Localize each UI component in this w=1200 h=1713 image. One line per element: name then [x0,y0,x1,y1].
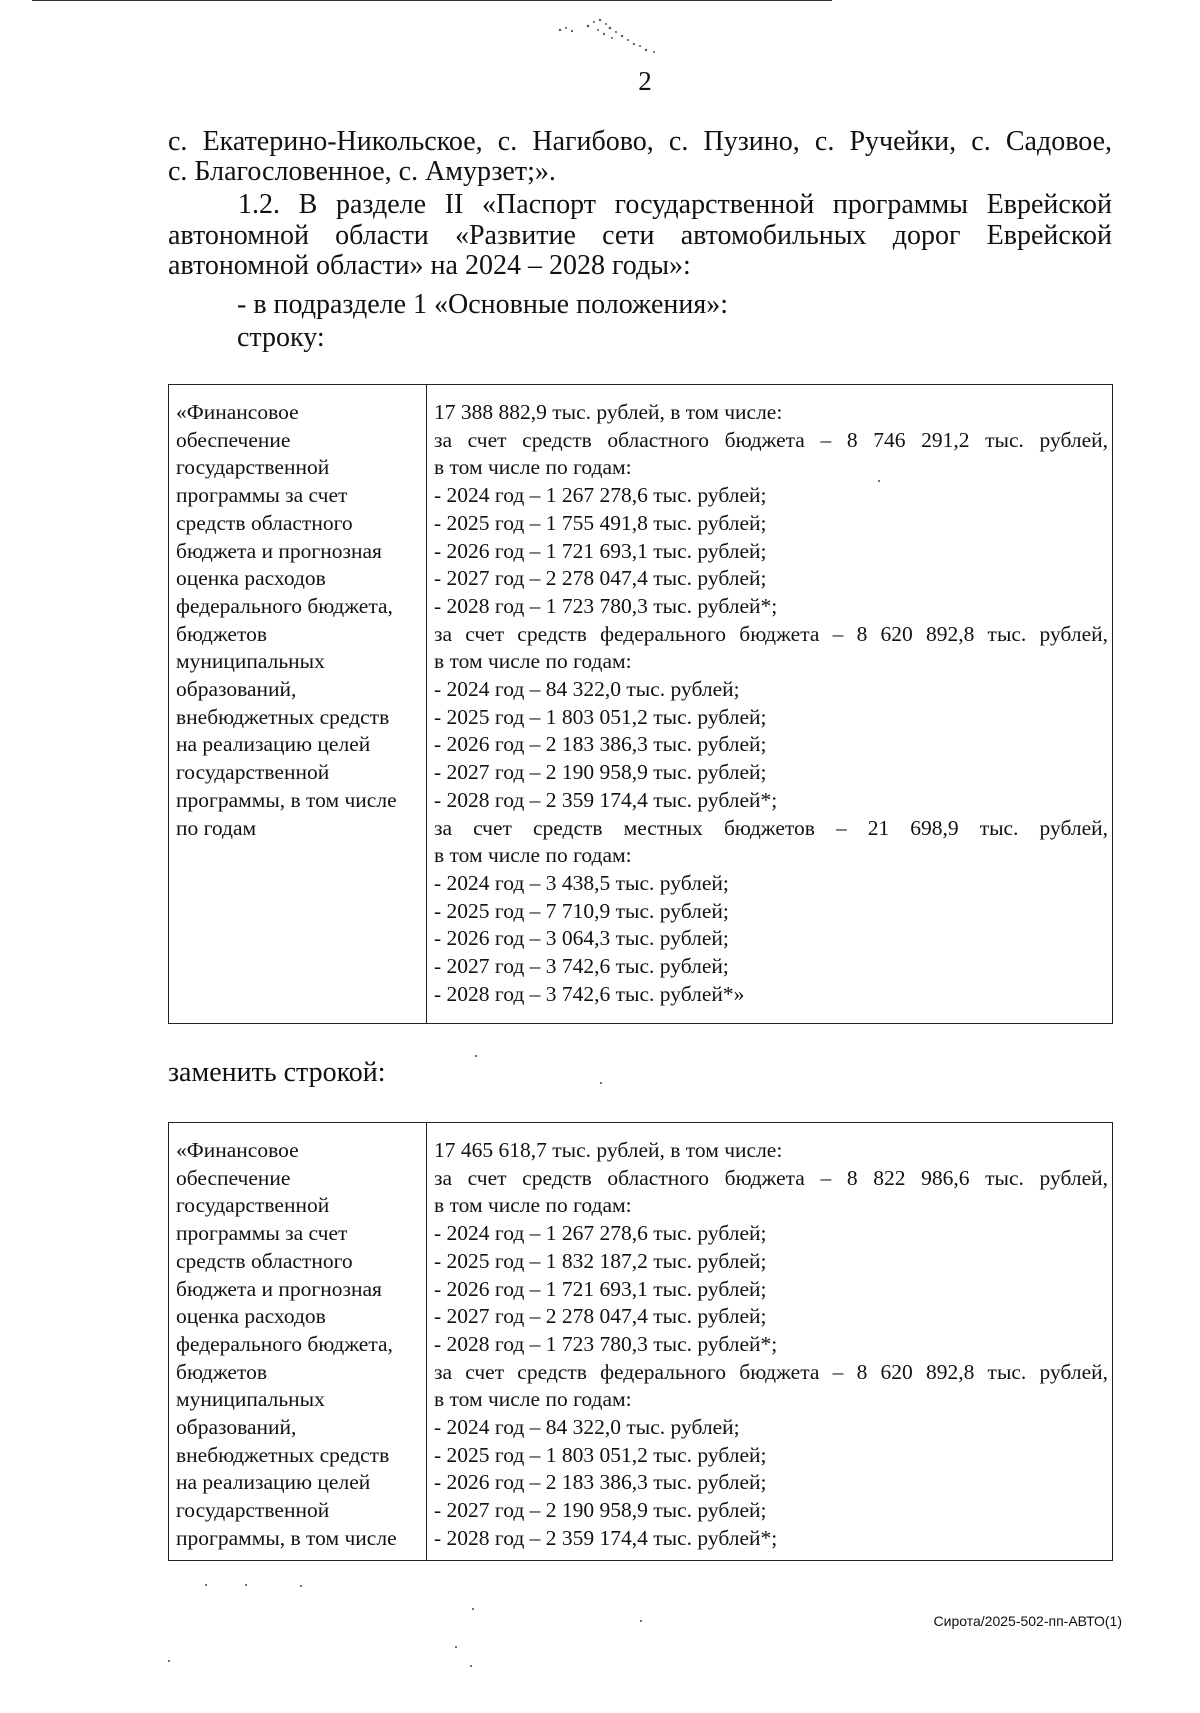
cell-line: - 2025 год – 1 803 051,2 тыс. рублей; [434,1442,767,1467]
cell-line: - 2024 год – 1 267 278,6 тыс. рублей; [434,483,767,508]
cell-line: - 2027 год – 2 190 958,9 тыс. рублей; [434,1498,767,1523]
cell-line: муниципальных [176,1387,325,1412]
cell-line: обеспечение [176,1165,291,1190]
cell-line: - 2025 год – 7 710,9 тыс. рублей; [434,898,729,923]
table-new-label-cell [169,1123,427,1560]
cell-line: за счет средств федерального бюджета – 8 620 892,8 тыс. рублей, [434,1359,1108,1384]
scan-speck [300,1585,302,1587]
top-border-line [32,0,832,1]
financing-table-new [168,1122,1113,1561]
cell-line: - 2024 год – 3 438,5 тыс. рублей; [434,870,729,895]
financing-table-old [168,384,1113,1024]
scan-speck [245,1584,247,1586]
cell-line: на реализацию целей [176,732,371,757]
cell-line: в том числе по годам: [434,1387,632,1412]
cell-line: «Финансовое [176,1138,299,1162]
cell-line: оценка расходов [176,566,326,591]
cell-line: - 2025 год – 1 803 051,2 тыс. рублей; [434,704,767,729]
cell-line: - 2024 год – 84 322,0 тыс. рублей; [434,677,740,702]
subsection-line: - в подразделе 1 «Основные положения»: [237,289,729,320]
cell-line: - 2026 год – 2 183 386,3 тыс. рублей; [434,1470,767,1495]
cell-line: - 2028 год – 2 359 174,4 тыс. рублей*; [434,1525,778,1550]
cell-line: бюджета и прогнозная [176,1276,382,1301]
cell-line: за счет средств федерального бюджета – 8 620 892,8 тыс. рублей, [434,621,1108,646]
cell-line: 17 388 882,9 тыс. рублей, в том числе: [434,400,783,424]
cell-line: государственной [176,760,330,785]
replace-with-line: заменить строкой: [168,1057,386,1088]
table-old-value-cell [427,385,1112,1023]
cell-line: государственной [176,1498,330,1523]
cell-line: внебюджетных средств [176,704,390,729]
scan-speck [455,1646,457,1648]
scan-speck [472,1608,474,1610]
scan-speck [640,1620,642,1622]
cell-line: - 2028 год – 3 742,6 тыс. рублей*» [434,981,745,1006]
cell-line: в том числе по годам: [434,649,632,674]
cell-line: в том числе по годам: [434,843,632,868]
scan-speck [168,1660,170,1662]
cell-line: «Финансовое [176,400,299,424]
cell-line: программы за счет [176,1221,348,1246]
cell-line: - 2028 год – 1 723 780,3 тыс. рублей*; [434,1331,778,1356]
cell-line: - 2024 год – 1 267 278,6 тыс. рублей; [434,1221,767,1246]
section-paragraph-line-3: автономной области» на 2024 – 2028 годы»: [168,250,691,281]
section-paragraph-line-1: 1.2. В разделе II «Паспорт государственной программы Еврейской [238,189,1112,220]
intro-line-1: с. Екатерино-Никольское, с. Нагибово, с. Пузино, с. Ручейки, с. Садовое, [168,126,1112,157]
scan-speck [600,1082,602,1084]
cell-line: средств областного [176,510,353,535]
cell-line: программы за счет [176,483,348,508]
row-word: строку: [237,322,325,353]
cell-line: бюджета и прогнозная [176,538,382,563]
cell-line: программы, в том числе [176,787,397,812]
cell-line: федерального бюджета, [176,1331,393,1356]
cell-line: - 2025 год – 1 755 491,8 тыс. рублей; [434,510,767,535]
cell-line: - 2027 год – 3 742,6 тыс. рублей; [434,954,729,979]
cell-line: - 2026 год – 2 183 386,3 тыс. рублей; [434,732,767,757]
cell-line: 17 465 618,7 тыс. рублей, в том числе: [434,1138,783,1162]
cell-line: образований, [176,1415,297,1440]
cell-line: бюджетов [176,621,267,646]
cell-line: бюджетов [176,1359,267,1384]
cell-line: - 2027 год – 2 278 047,4 тыс. рублей; [434,1304,767,1329]
cell-line: образований, [176,677,297,702]
table-old-label-cell [169,385,427,1023]
cell-line: - 2026 год – 3 064,3 тыс. рублей; [434,926,729,951]
scan-speck [470,1665,472,1667]
cell-line: - 2024 год – 84 322,0 тыс. рублей; [434,1415,740,1440]
cell-line: - 2025 год – 1 832 187,2 тыс. рублей; [434,1248,767,1273]
cell-line: - 2026 год – 1 721 693,1 тыс. рублей; [434,1276,767,1301]
cell-line: государственной [176,455,330,480]
cell-line: - 2027 год – 2 278 047,4 тыс. рублей; [434,566,767,591]
cell-line: оценка расходов [176,1304,326,1329]
cell-line: за счет средств местных бюджетов – 21 698,9 тыс. рублей, [434,815,1108,840]
cell-line: - 2028 год – 1 723 780,3 тыс. рублей*; [434,593,778,618]
table-new-value-cell [427,1123,1112,1560]
cell-line: в том числе по годам: [434,1193,632,1218]
cell-line: в том числе по годам: [434,455,632,480]
cell-line: за счет средств областного бюджета – 8 822 986,6 тыс. рублей, [434,1165,1108,1190]
cell-line: по годам [176,815,257,840]
intro-line-2: с. Благословенное, с. Амурзет;». [168,156,556,187]
cell-line: федерального бюджета, [176,593,393,618]
document-code: Сирота/2025-502-пп-АВТО(1) [933,1613,1122,1629]
cell-line: - 2026 год – 1 721 693,1 тыс. рублей; [434,538,767,563]
cell-line: за счет средств областного бюджета – 8 746 291,2 тыс. рублей, [434,427,1108,452]
cell-line: на реализацию целей [176,1470,371,1495]
cell-line: обеспечение [176,427,291,452]
cell-line: средств областного [176,1248,353,1273]
cell-line: муниципальных [176,649,325,674]
cell-line: государственной [176,1193,330,1218]
cell-line: программы, в том числе [176,1525,397,1550]
scan-speck [878,480,880,482]
scan-artifact-mark [550,8,680,58]
scan-speck [205,1584,207,1586]
section-paragraph-line-2: автономной области «Развитие сети автомобильных дорог Еврейской [168,220,1112,251]
cell-line: - 2028 год – 2 359 174,4 тыс. рублей*; [434,787,778,812]
scan-speck [475,1055,477,1057]
cell-line: - 2027 год – 2 190 958,9 тыс. рублей; [434,760,767,785]
page-number: 2 [638,66,652,96]
cell-line: внебюджетных средств [176,1442,390,1467]
